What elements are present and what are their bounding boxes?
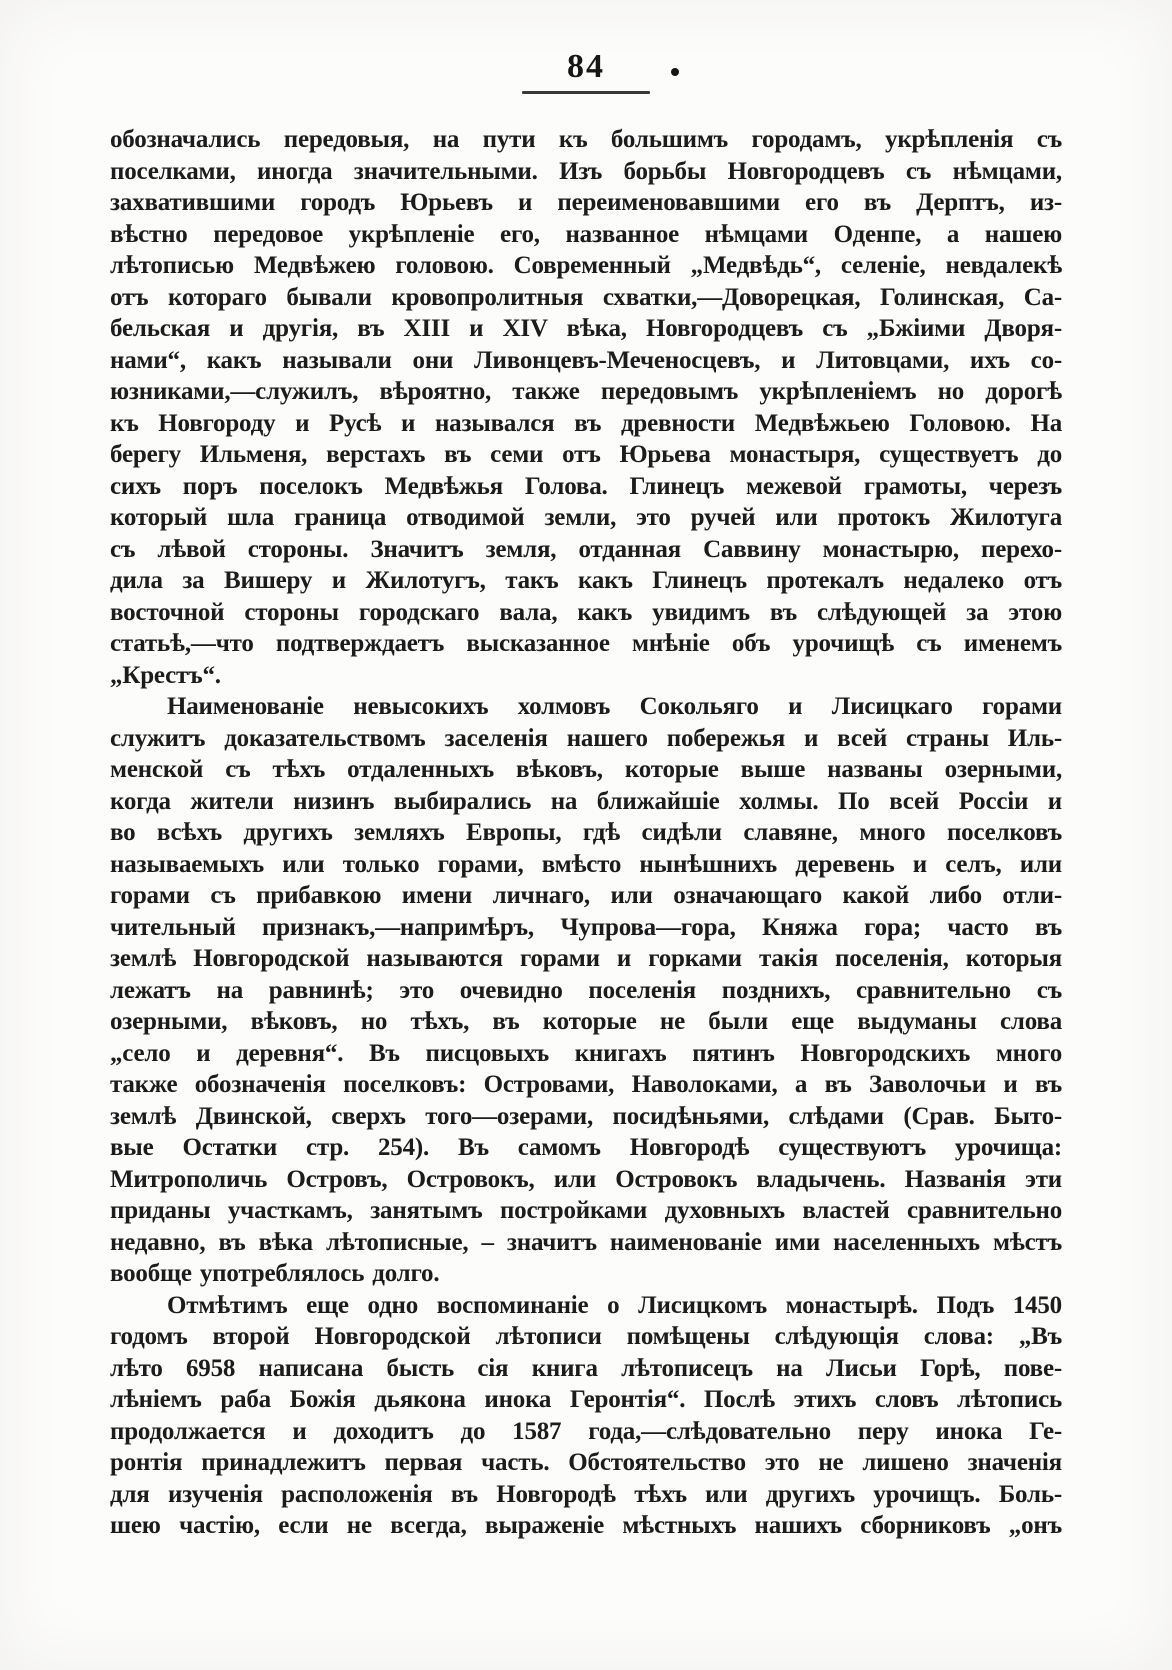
header-rule [522,91,650,94]
text-line: во всѣхъ другихъ земляхъ Европы, гдѣ сидѣли славяне, много поселковъ [110,819,1062,846]
text-line: дила за Вишеру и Жилотугъ, такъ какъ Глинецъ протекалъ недалеко отъ [110,567,1062,594]
text-line: восточной стороны городскаго вала, какъ увидимъ въ слѣдующей за этою [110,598,1062,626]
text-line: вые Остатки стр. 254). Въ самомъ Новгородѣ существуютъ урочища: [110,1134,1062,1161]
text-line: землѣ Двинской, сверхъ того—озерами, посидѣньями, слѣдами (Срав. Быто- [110,1102,1062,1130]
text-line: отъ котораго бывали кровопролитныя схватки,—Доворецкая, Голинская, Са- [110,283,1062,311]
text-line: вообще употреблялось долго. [110,1260,440,1287]
text-line: недавно, въ вѣка лѣтописные, – значитъ наименованіе ими населенныхъ мѣстъ [110,1228,1062,1256]
text-line: лѣто 6958 написана бысть сія книга лѣтописецъ на Лисьи Горѣ, пове- [110,1354,1062,1382]
text-line: съ лѣвой стороны. Значитъ земля, отданная Саввину монастырю, перехо- [110,535,1062,563]
text-line: приданы участкамъ, занятымъ постройками духовныхъ властей сравнительно [110,1197,1062,1224]
text-line: юзниками,—служилъ, вѣроятно, также передовымъ укрѣпленіемъ но дорогѣ [110,378,1062,405]
text-line: поселками, иногда значительными. Изъ борьбы Новгородцевъ съ нѣмцами, [110,157,1062,185]
text-line: называемыхъ или только горами, вмѣсто нынѣшнихъ деревень и селъ, или [110,850,1062,878]
text-line: для изученія расположенія въ Новгородѣ тѣхъ или другихъ урочищъ. Боль- [110,1480,1062,1508]
text-line: „село и деревня“. Въ писцовыхъ книгахъ пятинъ Новгородскихъ много [110,1039,1062,1067]
text-line: берегу Ильменя, верстахъ въ семи отъ Юрьева монастыря, существуетъ до [110,441,1062,468]
ink-speck [671,68,679,76]
text-line: лежатъ на равнинѣ; это очевидно поселенія позднихъ, сравнительно съ [110,976,1062,1004]
text-line: ронтія принадлежитъ первая часть. Обстоятельство это не лишено значенія [110,1449,1062,1476]
text-line: годомъ второй Новгородской лѣтописи помѣщены слѣдующія слова: „Въ [110,1323,1062,1350]
text-line: статьѣ,—что подтверждаетъ высказанное мнѣніе объ урочищѣ съ именемъ [110,630,1062,657]
text-line: менской съ тѣхъ отдаленныхъ вѣковъ, которые выше названы озерными, [110,756,1062,783]
text-line: горами съ прибавкою имени личнаго, или означающаго какой либо отли- [110,882,1062,909]
text-line: лѣніемъ раба Божія дьякона инока Геронтія“. Послѣ этихъ словъ лѣтопись [110,1386,1062,1413]
text-line: лѣтописью Медвѣжею головою. Современный „Медвѣдь“, селеніе, невдалекѣ [110,252,1062,279]
text-line: Отмѣтимъ еще одно воспоминаніе о Лисицкомъ монастырѣ. Подъ 1450 [167,1291,1062,1319]
page-number: 84 [567,48,605,85]
text-line: чительный признакъ,—напримѣръ, Чупрова—гора, Княжа гора; часто въ [110,913,1062,941]
text-line: нами“, какъ называли они Ливонцевъ-Меченосцевъ, и Литовцами, ихъ со- [110,346,1062,374]
text-line: обозначались передовыя, на пути къ большимъ городамъ, укрѣпленія съ [110,126,1062,153]
text-line: захватившими городъ Юрьевъ и переименовавшими его въ Дерптъ, из- [110,189,1062,216]
paragraph [110,124,1062,691]
text-line: когда жители низинъ выбирались на ближайшіе холмы. По всей Россіи и [110,787,1062,815]
text-line: „Крестъ“. [110,661,221,689]
text-line: продолжается и доходитъ до 1587 года,—слѣдовательно перу инока Ге- [110,1417,1062,1445]
text-line: озерными, вѣковъ, но тѣхъ, въ которые не были еще выдуманы слова [110,1008,1062,1035]
text-line: также обозначенія поселковъ: Островами, Наволоками, а въ Заволочьи и въ [110,1071,1062,1098]
paragraph [110,691,1062,1290]
text-line: шею частію, если не всегда, выраженіе мѣстныхъ нашихъ сборниковъ „онъ [110,1512,1062,1539]
text-line: Наименованіе невысокихъ холмовъ Сокольяго и Лисицкаго горами [167,693,1062,720]
page-text [110,124,1062,1542]
text-line: Митрополичь Островъ, Островокъ, или Островокъ владычень. Названія эти [110,1165,1062,1193]
text-line: бельская и другія, въ XIII и XIV вѣка, Новгородцевъ съ „Бжіими Дворя- [110,315,1062,342]
text-line: къ Новгороду и Русѣ и назывался въ древности Медвѣжьею Головою. На [110,409,1062,437]
text-line: служитъ доказательствомъ заселенія нашего побережья и всей страны Иль- [110,724,1062,752]
text-line: землѣ Новгородской называются горами и горками такія поселенія, которыя [110,945,1062,972]
paragraph [110,1290,1062,1542]
text-line: вѣстно передовое укрѣпленіе его, названное нѣмцами Оденпе, а нашею [110,220,1062,248]
text-line: который шла граница отводимой земли, это ручей или протокъ Жилотуга [110,504,1062,531]
page-header [110,48,1062,94]
text-line: сихъ поръ поселокъ Медвѣжья Голова. Глинецъ межевой грамоты, черезъ [110,472,1062,500]
